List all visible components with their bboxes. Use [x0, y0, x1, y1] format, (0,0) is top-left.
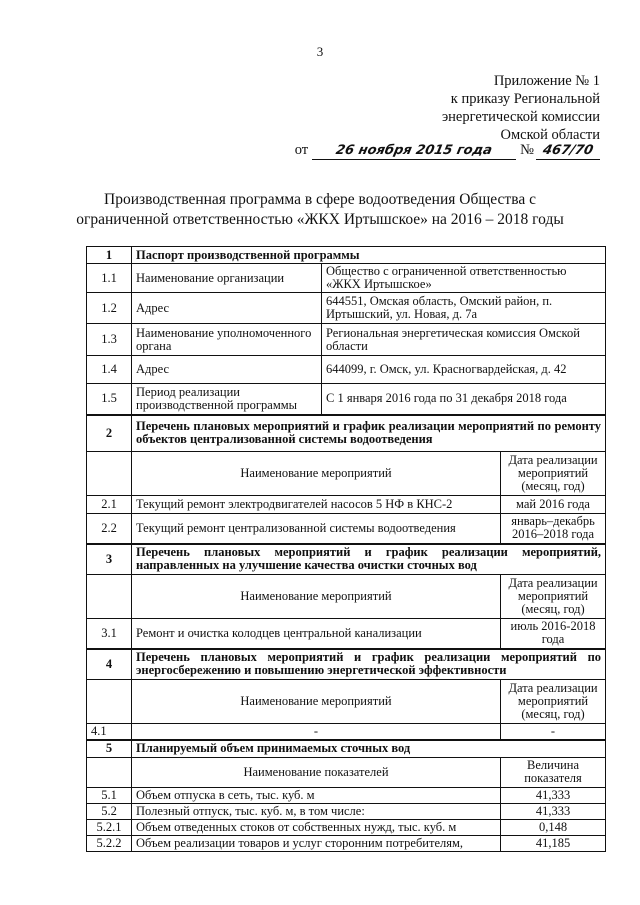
row-name: Объем отпуска в сеть, тыс. куб. м: [132, 787, 501, 803]
row-value: Региональная энергетическая комиссия Омской области: [322, 324, 606, 356]
col-name-header: Наименование мероприятий: [132, 680, 501, 724]
row-label: Период реализации производственной программы: [132, 384, 322, 415]
row-num: 4.1: [87, 724, 132, 741]
row-label: Адрес: [132, 293, 322, 324]
row-name: -: [132, 724, 501, 741]
table-row: [87, 619, 606, 649]
page-number: 3: [316, 44, 324, 59]
row-value: 0,148: [501, 819, 606, 835]
row-name: Объем отведенных стоков от собственных нужд, тыс. куб. м: [132, 819, 501, 835]
row-value: 644099, г. Омск, ул. Красногвардейская, д. 42: [322, 356, 606, 384]
table-row: [87, 384, 606, 415]
col-name-header: Наименование мероприятий: [132, 575, 501, 619]
column-header-row: [87, 680, 606, 724]
table-row: [87, 293, 606, 324]
row-name: Текущий ремонт электродвигателей насосов 5 НФ в КНС-2: [132, 496, 501, 514]
row-num: 5.1: [87, 787, 132, 803]
row-num: 5.2.2: [87, 835, 132, 851]
title-line: Производственная программа в сфере водоотведения Общества с: [104, 191, 536, 208]
table-row: [87, 496, 606, 514]
row-value: 41,333: [501, 787, 606, 803]
row-value: 41,185: [501, 835, 606, 851]
section-heading: Планируемый объем принимаемых сточных вод: [132, 740, 606, 757]
document-title: [60, 190, 580, 230]
handwritten-number: 467/70: [541, 143, 595, 158]
column-header-row: [87, 452, 606, 496]
appendix-line: Приложение № 1: [493, 73, 600, 89]
section-num: 1: [87, 247, 132, 264]
section-num: 5: [87, 740, 132, 757]
row-name: Объем реализации товаров и услуг сторонним потребителям,: [132, 835, 501, 851]
section-2-header: [87, 415, 606, 452]
table-row: [87, 787, 606, 803]
section-num: 2: [87, 415, 132, 452]
row-num: 2.2: [87, 514, 132, 544]
row-num: 1.5: [87, 384, 132, 415]
section-num: 3: [87, 544, 132, 575]
section-3-header: [87, 544, 606, 575]
appendix-line: к приказу Региональной: [450, 91, 600, 107]
table-row: [87, 803, 606, 819]
col-name-header: Наименование мероприятий: [132, 452, 501, 496]
row-date: январь–декабрь 2016–2018 года: [501, 514, 606, 544]
row-name: Текущий ремонт централизованной системы водоотведения: [132, 514, 501, 544]
appendix-line: энергетической комиссии: [441, 109, 600, 125]
row-value: С 1 января 2016 года по 31 декабря 2018 года: [322, 384, 606, 415]
appendix-line: Омской области: [500, 127, 600, 143]
section-heading: Перечень плановых мероприятий и график реализации мероприятий по ремонту объектов централизованной системы водоотведения: [132, 415, 606, 452]
row-label: Наименование уполномоченного органа: [132, 324, 322, 356]
section-heading: Перечень плановых мероприятий и график реализации мероприятий, направленных на улучшение качества очистки сточных вод: [132, 544, 606, 575]
row-num: 1.3: [87, 324, 132, 356]
section-heading: Паспорт производственной программы: [132, 247, 606, 264]
row-label: Наименование организации: [132, 264, 322, 293]
section-5-header: [87, 740, 606, 757]
date-prefix: от: [294, 142, 309, 158]
col-name-header: Наименование показателей: [132, 757, 501, 787]
number-prefix: №: [520, 142, 534, 158]
table-row: [87, 514, 606, 544]
table-row: [87, 819, 606, 835]
table-row: [87, 835, 606, 851]
row-num: 1.4: [87, 356, 132, 384]
row-num: 5.2: [87, 803, 132, 819]
title-line: ограниченной ответственностью «ЖКХ Иртышское» на 2016 – 2018 годы: [76, 211, 564, 228]
col-date-header: Дата реализации мероприятий (месяц, год): [501, 680, 606, 724]
col-value-header: Величина показателя: [501, 757, 606, 787]
section-4-header: [87, 649, 606, 680]
appendix-header: [442, 72, 600, 144]
col-date-header: Дата реализации мероприятий (месяц, год): [501, 452, 606, 496]
program-table: [86, 246, 606, 852]
row-label: Адрес: [132, 356, 322, 384]
table-row: [87, 264, 606, 293]
row-value: 41,333: [501, 803, 606, 819]
table-row: [87, 356, 606, 384]
col-date-header: Дата реализации мероприятий (месяц, год): [501, 575, 606, 619]
row-name: Ремонт и очистка колодцев центральной канализации: [132, 619, 501, 649]
row-date: -: [501, 724, 606, 741]
column-header-row: [87, 575, 606, 619]
row-value: Общество с ограниченной ответственностью «ЖКХ Иртышское»: [322, 264, 606, 293]
table-row: [87, 724, 606, 741]
row-num: 5.2.1: [87, 819, 132, 835]
handwritten-date: 26 ноября 2015 года: [334, 143, 494, 158]
row-num: 2.1: [87, 496, 132, 514]
row-num: 3.1: [87, 619, 132, 649]
section-num: 4: [87, 649, 132, 680]
table-row: [87, 324, 606, 356]
column-header-row: [87, 757, 606, 787]
row-num: 1.2: [87, 293, 132, 324]
section-1-header: [87, 247, 606, 264]
section-heading: Перечень плановых мероприятий и график реализации мероприятий по энергосбережению и повышению энергетической эффективности: [132, 649, 606, 680]
order-date-number: [295, 142, 600, 160]
row-name: Полезный отпуск, тыс. куб. м, в том числе:: [132, 803, 501, 819]
row-date: июль 2016-2018 года: [501, 619, 606, 649]
row-value: 644551, Омская область, Омский район, п. Иртышский, ул. Новая, д. 7а: [322, 293, 606, 324]
row-num: 1.1: [87, 264, 132, 293]
row-date: май 2016 года: [501, 496, 606, 514]
